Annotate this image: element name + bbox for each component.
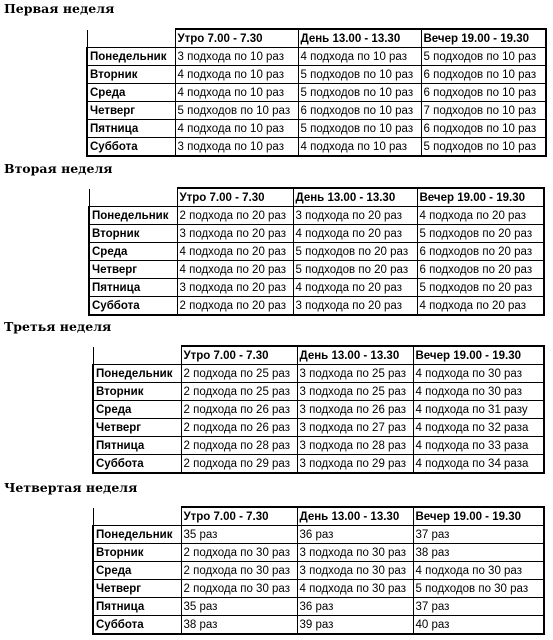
cell-evening: 6 подходов по 20 раз — [417, 261, 544, 279]
day-label: Пятница — [93, 598, 181, 616]
day-label: Суббота — [93, 616, 181, 635]
column-header-day: День 13.00 - 13.30 — [297, 507, 413, 526]
header-row — [93, 507, 544, 526]
header-row — [89, 188, 544, 207]
column-header-evening: Вечер 19.00 - 19.30 — [417, 188, 544, 207]
corner-cell — [93, 346, 181, 365]
cell-morning: 3 подхода по 10 раз — [175, 48, 298, 66]
cell-day: 4 подхода по 20 раз — [293, 225, 417, 243]
column-header-morning: Утро 7.00 - 7.30 — [175, 29, 298, 48]
cell-day: 4 подхода по 10 раз — [298, 48, 421, 66]
day-label: Четверг — [87, 102, 175, 120]
table-row — [93, 365, 544, 383]
cell-day: 3 подхода по 30 раз — [297, 562, 413, 580]
cell-evening: 5 подходов по 20 раз — [417, 279, 544, 297]
cell-evening: 4 подхода по 20 раз — [417, 207, 544, 225]
cell-morning: 3 подхода по 10 раз — [175, 138, 298, 157]
week-title: Первая неделя — [4, 1, 115, 16]
cell-morning: 2 подхода по 20 раз — [177, 207, 293, 225]
day-label: Среда — [93, 562, 181, 580]
cell-morning: 4 подхода по 10 раз — [175, 84, 298, 102]
table-row — [89, 261, 544, 279]
table-row — [89, 207, 544, 225]
cell-day: 36 раз — [297, 526, 413, 544]
cell-evening: 4 подхода по 30 раз — [413, 383, 544, 401]
day-label: Четверг — [93, 419, 181, 437]
day-label: Вторник — [87, 66, 175, 84]
cell-morning: 2 подхода по 30 раз — [181, 580, 297, 598]
cell-day: 4 подхода по 30 раз — [297, 580, 413, 598]
cell-morning: 4 подхода по 10 раз — [175, 120, 298, 138]
cell-day: 5 подходов по 10 раз — [298, 66, 421, 84]
cell-morning: 2 подхода по 30 раз — [181, 544, 297, 562]
cell-morning: 2 подхода по 26 раз — [181, 401, 297, 419]
table-row — [93, 419, 544, 437]
day-label: Пятница — [87, 120, 175, 138]
cell-morning: 2 подхода по 20 раз — [177, 297, 293, 316]
cell-morning: 3 подхода по 20 раз — [177, 279, 293, 297]
cell-morning: 2 подхода по 25 раз — [181, 383, 297, 401]
cell-morning: 4 подхода по 20 раз — [177, 261, 293, 279]
day-label: Вторник — [93, 544, 181, 562]
cell-day: 5 подходов по 20 раз — [293, 261, 417, 279]
cell-evening: 6 подходов по 20 раз — [417, 243, 544, 261]
table-row — [93, 437, 544, 455]
cell-evening: 4 подхода по 32 раза — [413, 419, 544, 437]
day-label: Понедельник — [93, 526, 181, 544]
column-header-morning: Утро 7.00 - 7.30 — [181, 346, 297, 365]
column-header-evening: Вечер 19.00 - 19.30 — [421, 29, 546, 48]
column-header-day: День 13.00 - 13.30 — [297, 346, 413, 365]
cell-day: 3 подхода по 29 раз — [297, 455, 413, 474]
cell-day: 3 подхода по 27 раз — [297, 419, 413, 437]
cell-evening: 4 подхода по 34 раза — [413, 455, 544, 474]
schedule-table — [88, 187, 545, 316]
table-row — [93, 562, 544, 580]
column-header-day: День 13.00 - 13.30 — [293, 188, 417, 207]
cell-morning: 35 раз — [181, 598, 297, 616]
table-row — [87, 120, 546, 138]
table-row — [89, 279, 544, 297]
table-row — [93, 401, 544, 419]
table-row — [93, 383, 544, 401]
cell-day: 3 подхода по 20 раз — [293, 297, 417, 316]
cell-day: 6 подходов по 10 раз — [298, 102, 421, 120]
cell-evening: 5 подходов по 10 раз — [421, 48, 546, 66]
cell-day: 39 раз — [297, 616, 413, 635]
schedule-table — [92, 506, 545, 635]
cell-morning: 2 подхода по 28 раз — [181, 437, 297, 455]
cell-evening: 5 подходов по 30 раз — [413, 580, 544, 598]
cell-day: 5 подходов по 20 раз — [293, 243, 417, 261]
cell-day: 3 подхода по 20 раз — [293, 207, 417, 225]
day-label: Суббота — [87, 138, 175, 157]
cell-evening: 6 подходов по 10 раз — [421, 66, 546, 84]
cell-evening: 4 подхода по 31 разу — [413, 401, 544, 419]
corner-cell — [87, 29, 175, 48]
column-header-morning: Утро 7.00 - 7.30 — [181, 507, 297, 526]
table-row — [93, 580, 544, 598]
table-row — [93, 598, 544, 616]
cell-evening: 37 раз — [413, 526, 544, 544]
cell-evening: 5 подходов по 10 раз — [421, 138, 546, 157]
cell-evening: 4 подхода по 30 раз — [413, 562, 544, 580]
cell-evening: 4 подхода по 30 раз — [413, 365, 544, 383]
day-label: Суббота — [89, 297, 177, 316]
cell-morning: 5 подходов по 10 раз — [175, 102, 298, 120]
week-title: Вторая неделя — [4, 161, 113, 176]
cell-morning: 35 раз — [181, 526, 297, 544]
cell-evening: 4 подхода по 20 раз — [417, 297, 544, 316]
table-row — [93, 616, 544, 635]
column-header-evening: Вечер 19.00 - 19.30 — [413, 507, 544, 526]
schedule-table — [86, 28, 547, 157]
column-header-morning: Утро 7.00 - 7.30 — [177, 188, 293, 207]
cell-morning: 2 подхода по 30 раз — [181, 562, 297, 580]
cell-day: 3 подхода по 25 раз — [297, 365, 413, 383]
cell-evening: 37 раз — [413, 598, 544, 616]
cell-evening: 6 подходов по 10 раз — [421, 120, 546, 138]
day-label: Понедельник — [93, 365, 181, 383]
table-row — [93, 526, 544, 544]
cell-day: 4 подхода по 20 раз — [293, 279, 417, 297]
day-label: Четверг — [89, 261, 177, 279]
column-header-day: День 13.00 - 13.30 — [298, 29, 421, 48]
cell-day: 3 подхода по 26 раз — [297, 401, 413, 419]
cell-day: 36 раз — [297, 598, 413, 616]
table-row — [87, 66, 546, 84]
cell-day: 3 подхода по 28 раз — [297, 437, 413, 455]
cell-day: 3 подхода по 25 раз — [297, 383, 413, 401]
table-row — [87, 102, 546, 120]
cell-morning: 3 подхода по 20 раз — [177, 225, 293, 243]
cell-day: 3 подхода по 30 раз — [297, 544, 413, 562]
table-row — [87, 138, 546, 157]
cell-morning: 4 подхода по 10 раз — [175, 66, 298, 84]
cell-day: 4 подхода по 10 раз — [298, 138, 421, 157]
day-label: Среда — [93, 401, 181, 419]
cell-evening: 5 подходов по 20 раз — [417, 225, 544, 243]
table-row — [89, 225, 544, 243]
column-header-evening: Вечер 19.00 - 19.30 — [413, 346, 544, 365]
cell-day: 5 подходов по 10 раз — [298, 120, 421, 138]
day-label: Суббота — [93, 455, 181, 474]
cell-evening: 38 раз — [413, 544, 544, 562]
table-row — [87, 84, 546, 102]
cell-morning: 2 подхода по 29 раз — [181, 455, 297, 474]
day-label: Понедельник — [89, 207, 177, 225]
week-title: Третья неделя — [4, 319, 112, 334]
table-row — [93, 455, 544, 474]
cell-morning: 2 подхода по 26 раз — [181, 419, 297, 437]
day-label: Среда — [89, 243, 177, 261]
cell-evening: 6 подходов по 10 раз — [421, 84, 546, 102]
cell-evening: 4 подхода по 33 раза — [413, 437, 544, 455]
cell-day: 5 подходов по 10 раз — [298, 84, 421, 102]
header-row — [87, 29, 546, 48]
week-title: Четвертая неделя — [4, 480, 138, 495]
day-label: Пятница — [93, 437, 181, 455]
day-label: Четверг — [93, 580, 181, 598]
table-row — [87, 48, 546, 66]
corner-cell — [93, 507, 181, 526]
day-label: Пятница — [89, 279, 177, 297]
day-label: Понедельник — [87, 48, 175, 66]
header-row — [93, 346, 544, 365]
cell-evening: 40 раз — [413, 616, 544, 635]
table-row — [93, 544, 544, 562]
table-row — [89, 243, 544, 261]
table-row — [89, 297, 544, 316]
cell-morning: 4 подхода по 20 раз — [177, 243, 293, 261]
day-label: Среда — [87, 84, 175, 102]
day-label: Вторник — [93, 383, 181, 401]
cell-evening: 7 подходов по 10 раз — [421, 102, 546, 120]
cell-morning: 38 раз — [181, 616, 297, 635]
day-label: Вторник — [89, 225, 177, 243]
cell-morning: 2 подхода по 25 раз — [181, 365, 297, 383]
corner-cell — [89, 188, 177, 207]
schedule-table — [92, 345, 545, 474]
